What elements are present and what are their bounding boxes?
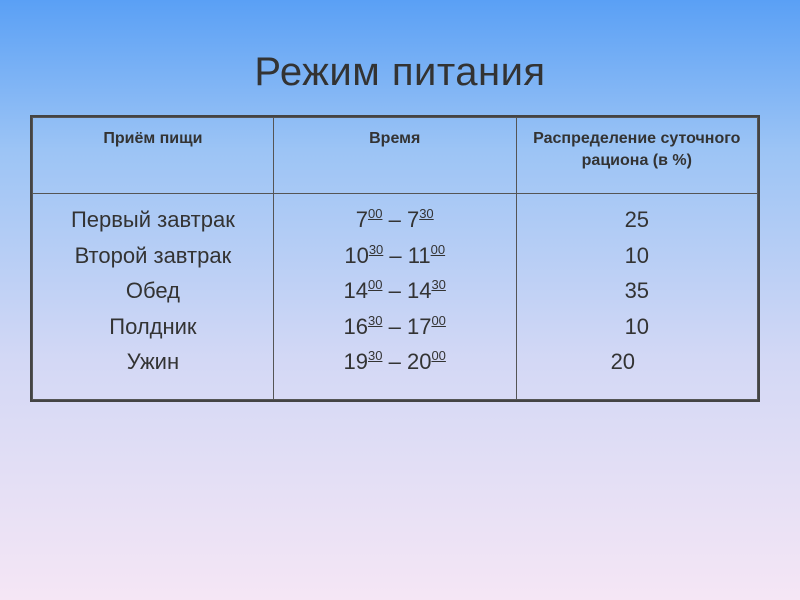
meal-name: Обед — [125, 278, 180, 303]
meal-share: 25 — [624, 207, 650, 232]
time-end-hour: 11 — [407, 242, 431, 268]
time-separator: – — [388, 313, 401, 339]
meal-time — [275, 202, 515, 238]
time-end-minute: 00 — [431, 348, 446, 363]
time-end-minute: 00 — [430, 241, 446, 257]
meal-share: 35 — [624, 278, 650, 303]
meal-time — [275, 309, 515, 345]
meal-schedule-table — [30, 115, 760, 402]
time-separator: – — [388, 349, 401, 374]
time-end-minute: 30 — [419, 206, 434, 221]
time-start-minute: 00 — [367, 206, 383, 221]
time-end-minute: 00 — [431, 312, 446, 328]
time-separator: – — [388, 278, 401, 303]
time-separator: – — [389, 242, 402, 268]
time-start-hour: 10 — [344, 242, 369, 268]
meal-name: Ужин — [126, 349, 180, 374]
time-start-minute: 30 — [367, 348, 383, 363]
meal-name: Второй завтрак — [74, 242, 232, 268]
time-separator: – — [388, 207, 401, 232]
meal-share: 20 — [610, 349, 636, 374]
meal-table — [32, 117, 758, 400]
time-start-hour: 7 — [355, 207, 368, 232]
meal-name: Полдник — [109, 313, 197, 339]
slide-title: Режим питания — [254, 50, 546, 94]
time-end-hour: 7 — [406, 207, 420, 232]
time-start-minute: 00 — [367, 277, 383, 292]
header-meal: Приём пищи — [33, 118, 274, 194]
times-cell — [273, 194, 516, 400]
meal-time — [275, 344, 515, 380]
header-share: Распределение суточного рациона (в %) — [516, 118, 757, 194]
meal-time — [275, 238, 515, 274]
meal-time — [275, 273, 515, 309]
shares-cell — [516, 194, 757, 400]
header-time: Время — [273, 118, 516, 194]
meal-share: 10 — [624, 242, 650, 268]
time-start-minute: 30 — [368, 241, 384, 257]
meal-share: 10 — [624, 313, 650, 339]
time-start-hour: 19 — [343, 349, 368, 374]
time-start-hour: 14 — [343, 278, 368, 303]
time-end-hour: 20 — [406, 349, 432, 374]
time-start-hour: 16 — [343, 313, 368, 339]
time-end-hour: 17 — [406, 313, 432, 339]
meals-cell — [33, 194, 274, 400]
time-end-minute: 30 — [431, 277, 446, 292]
meal-name: Первый завтрак — [70, 207, 235, 232]
table-body-row — [33, 194, 758, 400]
time-end-hour: 14 — [406, 278, 432, 303]
time-start-minute: 30 — [367, 312, 383, 328]
table-header-row — [33, 118, 758, 194]
